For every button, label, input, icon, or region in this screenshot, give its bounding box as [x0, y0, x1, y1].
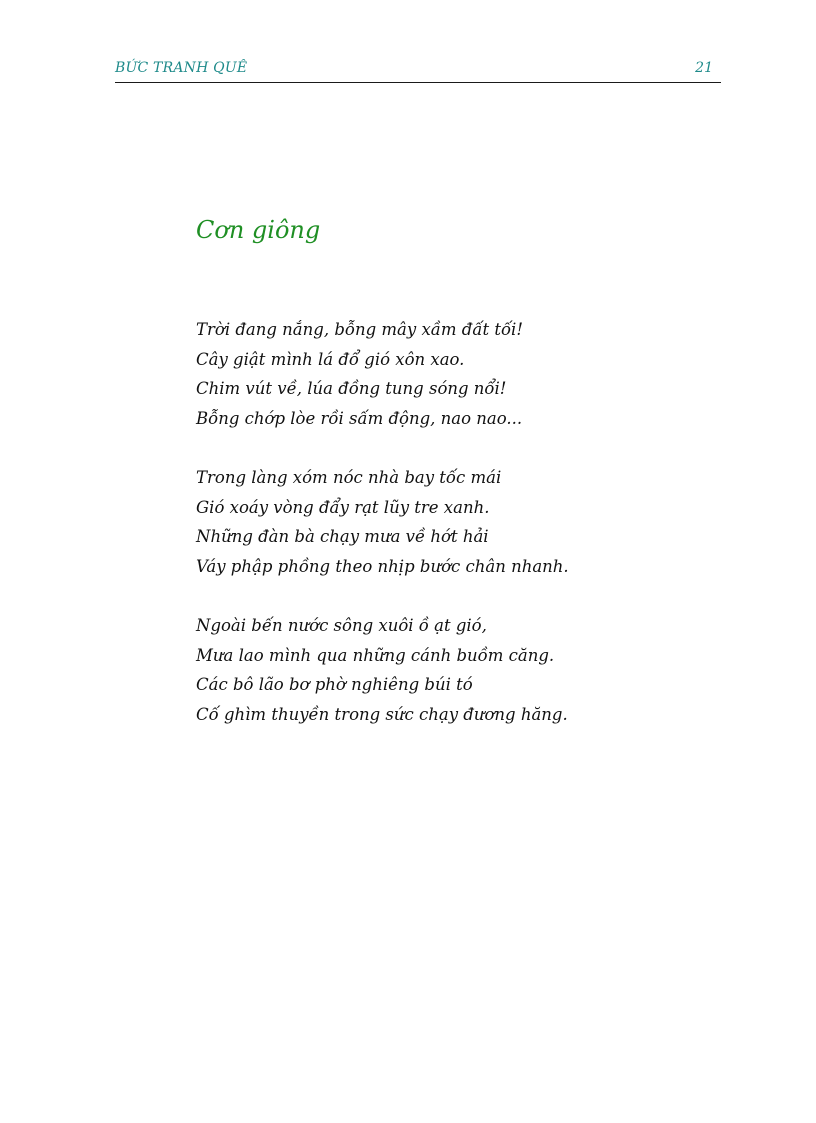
poem-line: Bỗng chớp lòe rồi sấm động, nao nao... — [196, 408, 523, 428]
poem-title: Cơn giông — [196, 216, 321, 244]
poem-line: Những đàn bà chạy mưa về hớt hải — [196, 527, 489, 546]
poem-line: Cố ghìm thuyền trong sức chạy đương hăng. — [196, 704, 568, 724]
poem-line: Cây giật mình lá đổ gió xôn xao. — [196, 349, 465, 369]
stanza-1 — [196, 315, 716, 433]
page-number: 21 — [695, 60, 713, 76]
stanza-2 — [196, 463, 716, 581]
poem-line: Chim vút về, lúa đồng tung sóng nổi! — [196, 379, 507, 398]
running-header-title: BỨC TRANH QUÊ — [115, 60, 248, 76]
poem-line: Trời đang nắng, bỗng mây xầm đất tối! — [196, 320, 523, 339]
poem-line: Mưa lao mình qua những cánh buồm căng. — [196, 645, 555, 665]
poem-line: Gió xoáy vòng đẩy rạt lũy tre xanh. — [196, 497, 490, 517]
page-header — [115, 56, 721, 83]
stanza-3 — [196, 611, 716, 729]
poem-body — [196, 315, 716, 759]
poem-line: Váy phập phồng theo nhịp bước chân nhanh. — [196, 556, 569, 576]
poem-line: Các bô lão bơ phờ nghiêng búi tó — [196, 675, 473, 694]
poem-line: Ngoài bến nước sông xuôi ồ ạt gió, — [196, 616, 487, 635]
poem-line: Trong làng xóm nóc nhà bay tốc mái — [196, 468, 502, 487]
